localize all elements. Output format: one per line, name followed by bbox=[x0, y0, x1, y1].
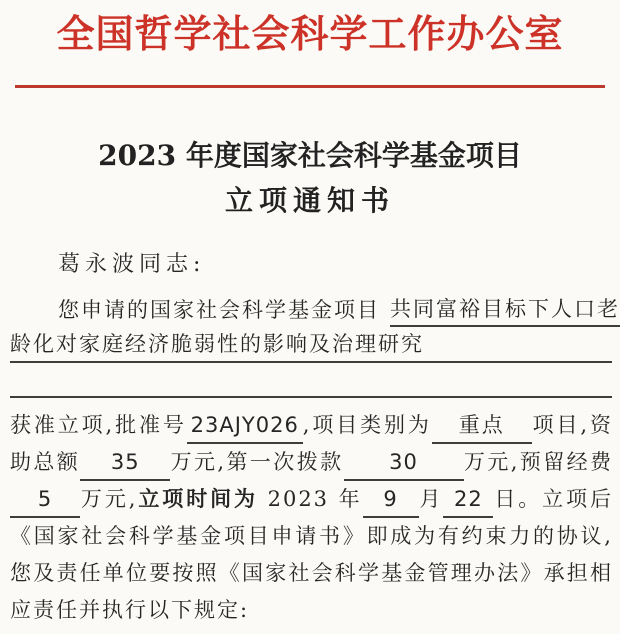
seg-month-unit: 月 bbox=[418, 487, 444, 511]
seg-rest: 立项后《国家社会科学基金项目申请书》即成为有约束力的协议,您及责任单位要按照《国家社会科学基金管理办法》承担相应责任并执行以下规定: bbox=[10, 487, 614, 622]
seg-category-label: ,项目类别为 bbox=[302, 413, 432, 437]
approval-paragraph bbox=[10, 407, 613, 629]
day-field bbox=[443, 484, 493, 518]
day-value: 22 bbox=[454, 487, 483, 511]
addressee-line: 葛永波同志: bbox=[58, 252, 206, 277]
application-lead-text: 您申请的国家社会科学基金项目 bbox=[58, 298, 380, 322]
approval-number-value: 23AJY026 bbox=[190, 413, 299, 437]
approval-number-field bbox=[187, 410, 303, 444]
total-amount-field bbox=[80, 447, 170, 481]
category-field bbox=[432, 410, 532, 444]
seg-approved: 获准立项,批准号 bbox=[10, 413, 187, 437]
seg-total-unit: 万元,第一次拨款 bbox=[170, 450, 344, 474]
reserved-amount-value: 5 bbox=[37, 487, 53, 511]
project-title-blank-line1 bbox=[390, 293, 620, 327]
total-amount-value: 35 bbox=[110, 450, 140, 474]
project-title-blank-line3 bbox=[10, 363, 612, 398]
first-payment-value: 30 bbox=[389, 450, 418, 474]
month-field bbox=[363, 484, 419, 518]
category-value: 重点 bbox=[458, 413, 505, 437]
seg-category-suffix: 项目, bbox=[531, 413, 590, 437]
project-title-part2: 龄化对家庭经济脆弱性的影响及治理研究 bbox=[10, 332, 424, 356]
notice-body bbox=[0, 250, 620, 629]
month-value: 9 bbox=[383, 487, 398, 511]
seg-day-unit: 日。 bbox=[493, 487, 543, 511]
project-title-part1: 共同富裕目标下人口老 bbox=[390, 297, 620, 321]
letterhead-org-name: 全国哲学社会科学工作办公室 bbox=[56, 11, 564, 56]
seg-reserved-unit: 万元, bbox=[80, 487, 138, 511]
date-label-bold: 立项时间为 bbox=[137, 488, 258, 511]
first-payment-field bbox=[344, 447, 464, 481]
reserved-amount-field bbox=[10, 484, 80, 518]
document-title-line2: 立项通知书 bbox=[224, 184, 395, 217]
letterhead-divider-rule bbox=[15, 85, 605, 88]
year-text: 2023 年 bbox=[267, 487, 363, 511]
seg-first-unit: 万元,预留经费 bbox=[463, 450, 613, 474]
document-title-line1: 2023 年度国家社会科学基金项目 bbox=[98, 139, 522, 172]
project-title-blank-line2 bbox=[10, 327, 612, 363]
seg-total-label: 资助总额 bbox=[10, 413, 613, 474]
document-title bbox=[0, 133, 620, 223]
letterhead bbox=[0, 0, 620, 88]
application-lead-line bbox=[10, 288, 620, 327]
